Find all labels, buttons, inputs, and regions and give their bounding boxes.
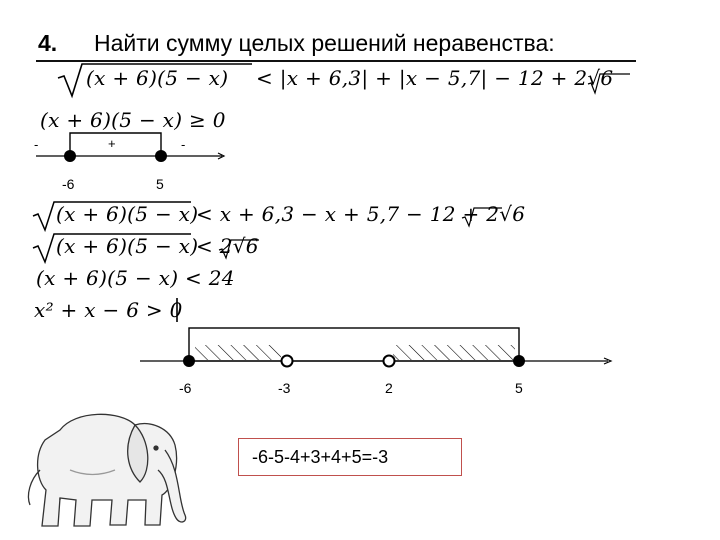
sign-middle: + bbox=[108, 136, 116, 151]
step1-radicand: (x + 6)(5 − x) bbox=[56, 202, 199, 226]
answer-text: -6-5-4+3+4+5=-3 bbox=[252, 447, 389, 467]
sign-left: - bbox=[34, 137, 39, 152]
solution-label: 5 bbox=[515, 380, 523, 396]
domain-point-filled bbox=[155, 150, 167, 162]
solution-label: 2 bbox=[385, 380, 393, 396]
elephant-icon bbox=[28, 414, 185, 526]
main-right-side: < |x + 6,3| + |x − 5,7| − 12 + 2√6 bbox=[256, 66, 614, 90]
solution-label: -6 bbox=[179, 380, 192, 396]
slide-number: 4. bbox=[38, 30, 58, 56]
hatch-right bbox=[393, 345, 515, 360]
step3: (x + 6)(5 − x) < 24 bbox=[36, 266, 235, 290]
domain-label-right: 5 bbox=[156, 176, 164, 192]
sign-right: - bbox=[181, 137, 186, 152]
domain-label-left: -6 bbox=[62, 176, 75, 192]
solution-point-open bbox=[282, 356, 293, 367]
step1-rest: < x + 6,3 − x + 5,7 − 12 + 2√6 bbox=[196, 202, 526, 226]
solution-point-filled bbox=[183, 355, 195, 367]
step2-rest: < 2√6 bbox=[196, 234, 259, 258]
domain-condition: (x + 6)(5 − x) ≥ 0 bbox=[40, 108, 226, 132]
slide-title: Найти сумму целых решений неравенства: bbox=[94, 30, 555, 56]
step4: x² + x − 6 > 0 bbox=[34, 298, 183, 322]
solution-point-open bbox=[384, 356, 395, 367]
solution-point-filled bbox=[513, 355, 525, 367]
main-radicand: (x + 6)(5 − x) bbox=[86, 66, 229, 90]
domain-point-filled bbox=[64, 150, 76, 162]
step2-radicand: (x + 6)(5 − x) bbox=[56, 234, 199, 258]
hatch-left bbox=[195, 345, 281, 360]
solution-label: -3 bbox=[278, 380, 291, 396]
